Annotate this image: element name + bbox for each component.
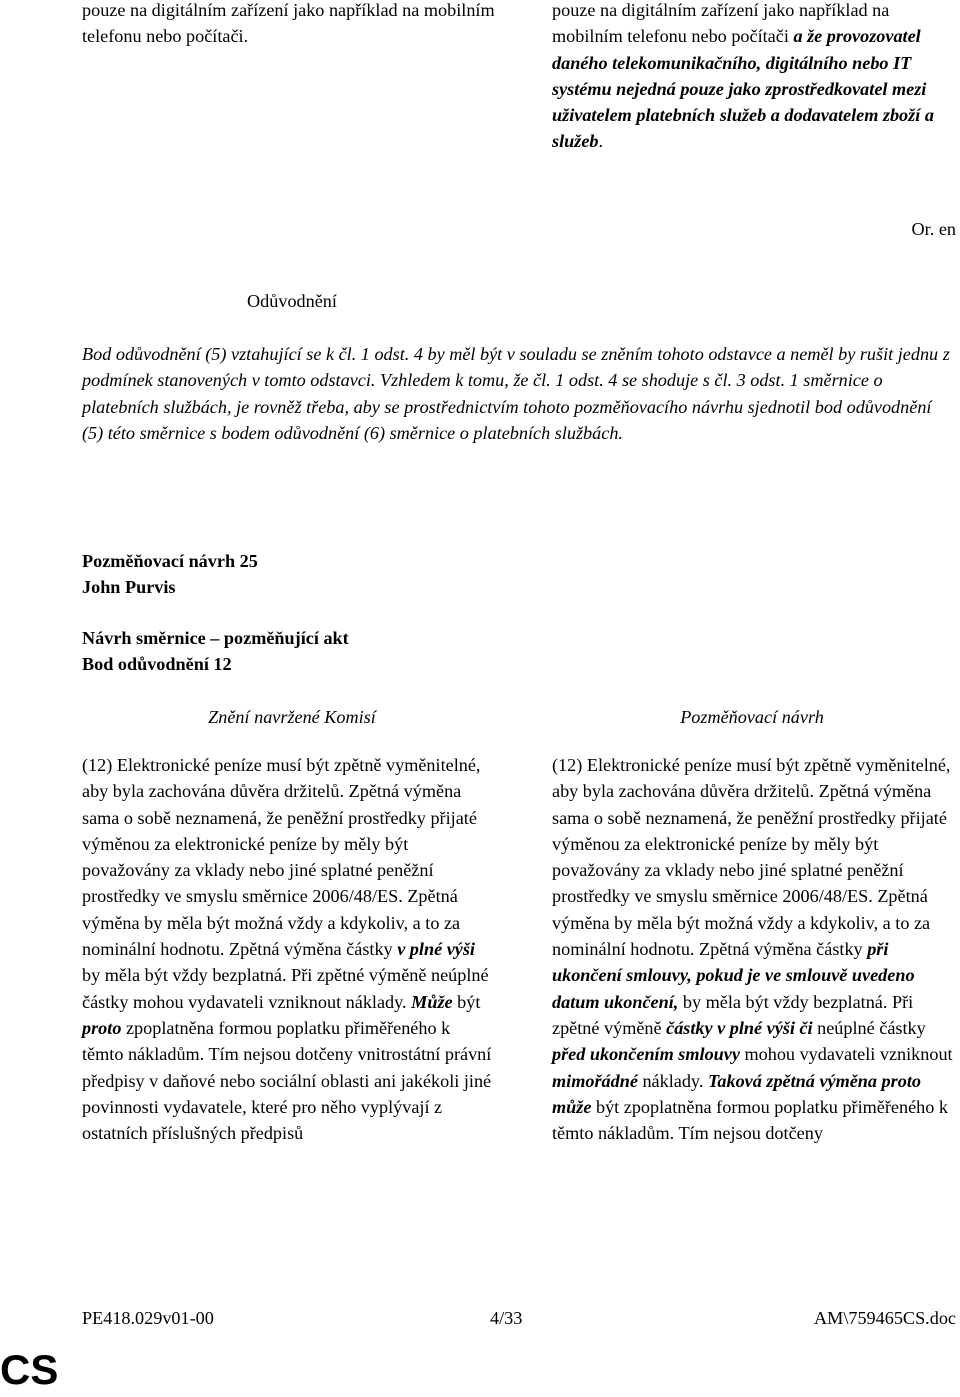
top-right-text	[552, 0, 952, 155]
text-run: pouze na digitálním zařízení jako například na mobilním telefonu nebo počítači	[552, 0, 890, 47]
footer-file-name: AM\759465CS.doc	[814, 1308, 956, 1328]
text-run: (12) Elektronické peníze musí být zpětně vyměnitelné, aby byla zachována důvěra držitelů. Zpětná výměna sama o sobě neznamená, že peněžní prostředky přijaté výměnou za elektronické peníze by měly být považovány za vklady nebo jiné splatné peněžní prostředky ve smyslu směrnice 2006/48/ES. Zpětná výměna by měla být možná vždy a kdykoliv, a to za nominální hodnotu. Zpětná výměna částky	[552, 755, 951, 960]
amendment-author: John Purvis	[82, 577, 176, 597]
text-run: mohou vydavateli vzniknout	[739, 1044, 953, 1065]
emphasized-text: mimořádné	[552, 1070, 638, 1091]
emphasized-text: v plné výši	[397, 939, 475, 960]
amendment-title-label: Pozměňovací návrh	[82, 551, 236, 571]
amendment-column-header: Pozměňovací návrh	[680, 707, 824, 727]
text-run: (12) Elektronické peníze musí být zpětně vyměnitelné, aby byla zachována důvěra držitelů. Zpětná výměna sama o sobě neznamená, že peněžní prostředky přijaté výměnou za elektronické peníze by měly být považovány za vklady nebo jiné splatné peněžní prostředky ve smyslu směrnice 2006/48/ES. Zpětná výměna by měla být možná vždy a kdykoliv, a to za nominální hodnotu. Zpětná výměna částky	[82, 755, 481, 960]
text-run: být	[452, 991, 481, 1012]
commission-text-body	[82, 752, 492, 1146]
original-language-label: Or. en	[911, 219, 956, 239]
footer-page-number: 4/33	[490, 1308, 523, 1328]
amendment-text-paragraph	[552, 752, 954, 1146]
emphasized-text: a že	[793, 26, 823, 47]
emphasized-text: proto	[82, 1017, 122, 1038]
emphasized-text: provozovatel daného telekomunikačního, digitálního nebo IT systému nejedná pouze jako zprostředkovatel mezi uživatelem platebních služeb a dodavatelem zboží a služeb	[552, 26, 934, 152]
commission-text-header: Znění navržené Komisí	[208, 707, 376, 727]
justification-text: Bod odůvodnění (5) vztahující se k čl. 1 odst. 4 by měl být v souladu se zněním tohoto odstavce a neměl by rušit jednu z podmínek stanovených v tomto odstavci. Vzhledem k tomu, že čl. 1 odst. 4 se shoduje s čl. 3 odst. 1 směrnice o platebních službách, je rovněž třeba, aby se prostřednictvím tohoto pozměňovacího návrhu sjednotil bod odůvodnění (5) této směrnice s bodem odůvodnění (6) směrnice o platebních službách.	[82, 344, 950, 443]
text-run: náklady.	[637, 1070, 708, 1091]
top-left-text	[82, 0, 502, 50]
justification-heading: Odůvodnění	[247, 291, 337, 311]
footer-doc-ref: PE418.029v01-00	[82, 1308, 214, 1328]
emphasized-text: Může	[411, 991, 453, 1012]
emphasized-text: částky v plné výši či	[666, 1017, 813, 1038]
amendment-number: 25	[239, 551, 258, 571]
text-run: pouze na digitálním zařízení jako například na mobilním telefonu nebo počítači.	[82, 0, 495, 47]
amendment-text-body	[552, 752, 954, 1146]
top-right-paragraph	[552, 0, 952, 155]
emphasized-text: při ukončení smlouvy, pokud je ve smlouvě uvedeno datum ukončení,	[552, 939, 915, 1012]
footer-language-code: CS	[0, 1346, 59, 1393]
recital-reference: Bod odůvodnění 12	[82, 654, 232, 674]
text-run: by měla být vždy bezplatná. Při zpětné výměně neúplné částky mohou vydavateli vzniknout náklady.	[82, 965, 489, 1012]
text-run: být zpoplatněna formou poplatku přiměřeného k těmto nákladům. Tím nejsou dotčeny	[552, 1096, 948, 1144]
emphasized-text: před ukončením smlouvy	[552, 1044, 740, 1065]
text-run: by měla být vždy bezplatná. Při zpětné výměně	[552, 991, 914, 1038]
commission-text-paragraph	[82, 752, 492, 1146]
text-run: neúplné částky	[812, 1017, 926, 1038]
amendment-title	[82, 548, 258, 574]
text-run: .	[598, 131, 604, 152]
proposal-title: Návrh směrnice – pozměňující akt	[82, 628, 349, 648]
emphasized-text: Taková zpětná výměna proto může	[552, 1070, 921, 1117]
top-left-paragraph	[82, 0, 502, 50]
text-run: zpoplatněna formou poplatku přiměřeného k těmto nákladům. Tím nejsou dotčeny vnitrostátní právní předpisy v daňové nebo sociální oblasti ani jakékoli jiné povinnosti vydavatele, které pro něho vyplývají z ostatních příslušných předpisů	[82, 1017, 492, 1144]
